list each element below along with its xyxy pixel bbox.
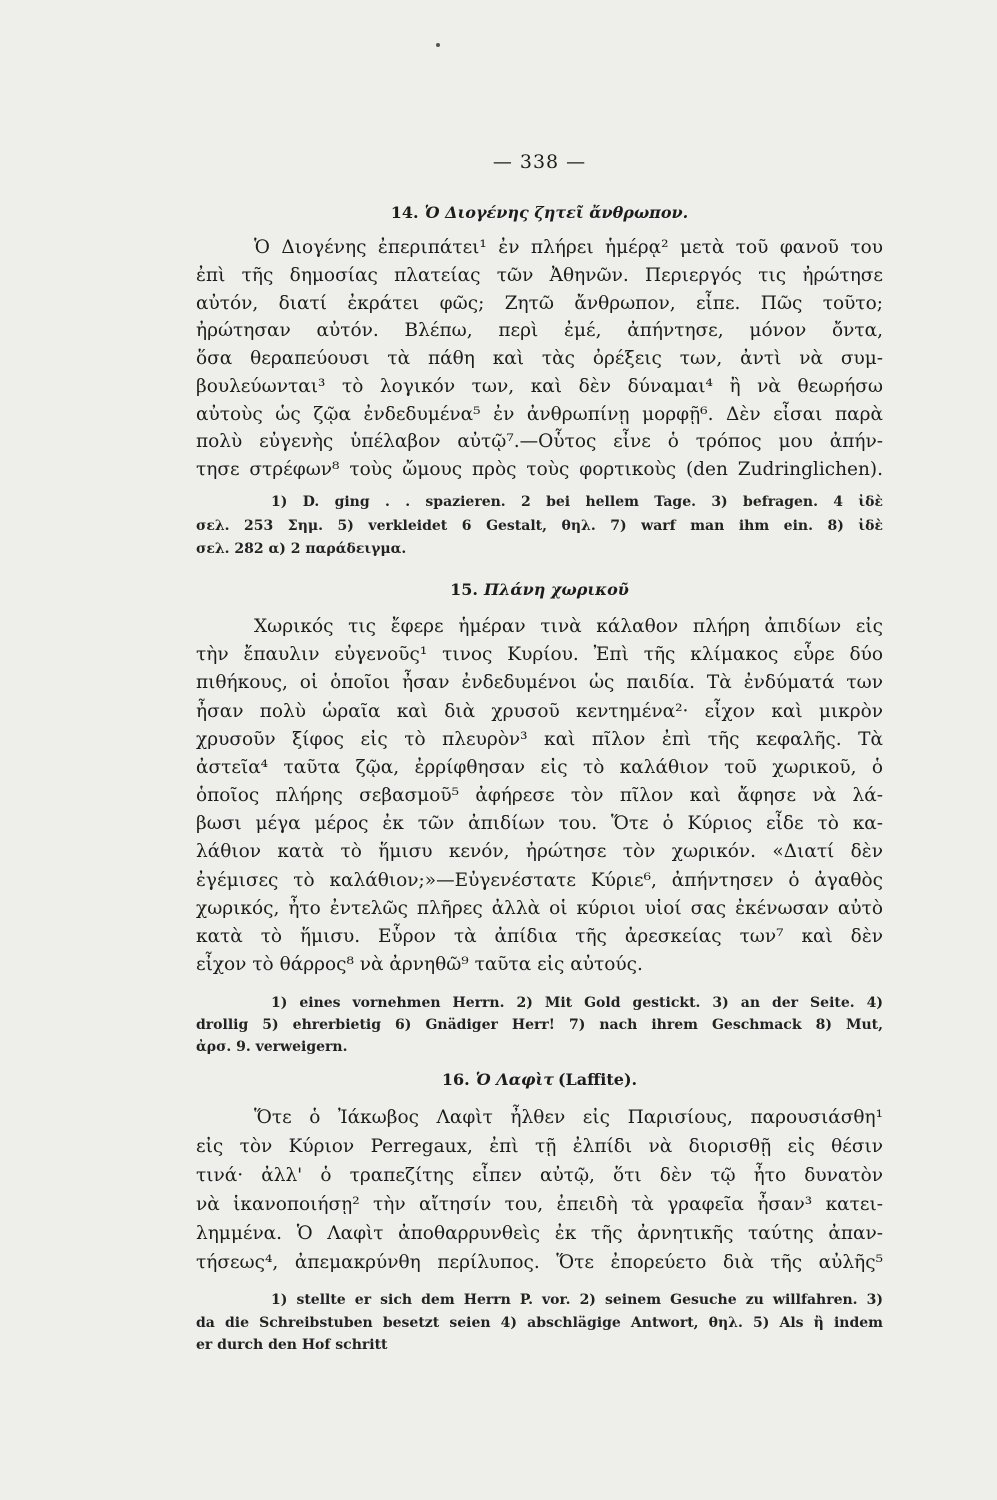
- section-body-16: [196, 1103, 883, 1277]
- footnote-line: 1) stellte er sich dem Herrn P. vor. 2) seinem Gesuche zu willfahren. 3): [271, 1292, 883, 1308]
- text-line: βωσι μέγα μέρος ἐκ τῶν ἀπιδίων του. Ὅτε ὁ Κύριος εἶδε τὸ κα-: [196, 813, 883, 835]
- text-line: πιθήκους, οἱ ὁποῖοι ἦσαν ἐνδεδυμένοι ὡς παιδία. Τὰ ἐνδύματά των: [196, 672, 883, 694]
- section-heading-16: [196, 1068, 883, 1092]
- text-line: τησε στρέφων⁸ τοὺς ὤμους πρὸς τοὺς φορτικοὺς (den Zudringlichen).: [196, 459, 883, 480]
- section-number: 15.: [450, 580, 478, 599]
- footnote-line: 1) D. ging . . spazieren. 2 bei hellem Tage. 3) befragen. 4 ἰδὲ: [271, 494, 883, 510]
- section-title: Πλάνη χωρικοῦ: [483, 580, 629, 599]
- footnote-line: er durch den Hof schritt: [196, 1337, 388, 1353]
- section-body-14: [196, 234, 883, 484]
- footnote-line: ἀρσ. 9. verweigern.: [196, 1039, 348, 1055]
- section-title: Ὁ Λαφὶτ: [475, 1070, 554, 1089]
- footnotes-14: [196, 491, 883, 562]
- ink-speck: [436, 43, 440, 47]
- section-title: Ὁ Διογένης ζητεῖ ἄνθρωπον.: [424, 203, 689, 222]
- text-line: Χωρικός τις ἔφερε ἡμέραν τινὰ κάλαθον πλήρη ἀπιδίων εἰς: [254, 616, 883, 637]
- page-number: — 338 —: [492, 151, 587, 173]
- footnotes-15: [196, 992, 883, 1058]
- text-line: πολὺ εὐγενὴς ὑπέλαβον αὐτῷ⁷.—Οὗτος εἶνε ὁ τρόπος μου ἀπήν-: [196, 431, 883, 453]
- text-line: Ὅτε ὁ Ἰάκωβος Λαφὶτ ἦλθεν εἰς Παρισίους, παρουσιάσθη¹: [254, 1107, 883, 1128]
- text-line: ὅσα θεραπεύουσι τὰ πάθη καὶ τὰς ὀρέξεις των, ἀντὶ νὰ συμ-: [196, 348, 883, 369]
- footnote-line: drollig 5) ehrerbietig 6) Gnädiger Herr! 7) nach ihrem Geschmack 8) Mut,: [196, 1017, 883, 1033]
- footnote-line: da die Schreibstuben besetzt seien 4) abschlägige Antwort, θηλ. 5) Als ἢ indem: [196, 1314, 883, 1331]
- text-line: αὐτόν, διατί ἐκράτει φῶς; Ζητῶ ἄνθρωπον, εἶπε. Πῶς τοῦτο;: [196, 292, 883, 314]
- text-line: τινά· ἀλλ' ὁ τραπεζίτης εἶπεν αὐτῷ, ὅτι δὲν τῷ ἦτο δυνατὸν: [196, 1165, 883, 1186]
- text-line: χωρικός, ἦτο ἐντελῶς πλῆρες ἀλλὰ οἱ κύριοι υἱοί σας ἐκένωσαν αὐτὸ: [196, 897, 883, 919]
- text-line: εἰς τὸν Κύριον Perregaux, ἐπὶ τῇ ἐλπίδι νὰ διορισθῇ εἰς θέσιν: [196, 1136, 883, 1157]
- text-line: αὐτοὺς ὡς ζῷα ἐνδεδυμένα⁵ ἐν ἀνθρωπίνῃ μορφῇ⁶. Δὲν εἶσαι παρὰ: [196, 403, 883, 425]
- section-number: 16.: [441, 1070, 470, 1089]
- footnotes-16: [196, 1289, 883, 1357]
- text-line: λημμένα. Ὁ Λαφὶτ ἀποθαρρυνθεὶς ἐκ τῆς ἀρνητικῆς ταύτης ἀπαν-: [196, 1223, 883, 1244]
- text-line: χρυσοῦν ξίφος εἰς τὸ πλευρὸν³ καὶ πῖλον ἐπὶ τῆς κεφαλῆς. Τὰ: [196, 728, 883, 750]
- section-body-15: [196, 613, 883, 979]
- section-heading-15: [196, 578, 883, 602]
- text-line: κατὰ τὸ ἥμισυ. Εὗρον τὰ ἀπίδια τῆς ἀρεσκείας των⁷ καὶ δὲν: [196, 925, 883, 947]
- section-number: 14.: [390, 203, 419, 222]
- footnote-line: 1) eines vornehmen Herrn. 2) Mit Gold gestickt. 3) an der Seite. 4): [271, 995, 883, 1011]
- text-line: ἠρώτησαν αὐτόν. Βλέπω, περὶ ἐμέ, ἀπήντησε, μόνον ὄντα,: [196, 320, 883, 342]
- text-line: ἐγέμισες τὸ καλάθιον;»—Εὐγενέστατε Κύριε⁶, ἀπήντησεν ὁ ἀγαθὸς: [196, 869, 883, 891]
- section-heading-14: [196, 201, 883, 225]
- text-line: ἀστεῖα⁴ ταῦτα ζῷα, ἐρρίφθησαν εἰς τὸ καλάθιον τοῦ χωρικοῦ, ὁ: [196, 756, 883, 778]
- section-title-suffix: (Laffite).: [557, 1070, 638, 1089]
- text-line: ἦσαν πολὺ ὡραῖα καὶ διὰ χρυσοῦ κεντημένα²· εἶχον καὶ μικρὸν: [196, 700, 883, 722]
- text-line: βουλεύωνται³ τὸ λογικόν των, καὶ δὲν δύναμαι⁴ ἢ νὰ θεωρήσω: [196, 375, 883, 397]
- text-line: τὴν ἔπαυλιν εὐγενοῦς¹ τινος Κυρίου. Ἐπὶ τῆς κλίμακος εὗρε δύο: [196, 644, 883, 666]
- text-line: νὰ ἱκανοποιήσῃ² τὴν αἴτησίν του, ἐπειδὴ τὰ γραφεῖα ἦσαν³ κατει-: [196, 1194, 883, 1215]
- text-line: λάθιον κατὰ τὸ ἥμισυ κενόν, ἠρώτησε τὸν χωρικόν. «Διατί δὲν: [196, 841, 883, 863]
- footnote-line: σελ. 253 Σημ. 5) verkleidet 6 Gestalt, θηλ. 7) warf man ihm ein. 8) ἰδὲ: [196, 517, 883, 534]
- text-line: ὁποῖος πλήρης σεβασμοῦ⁵ ἀφήρεσε τὸν πῖλον καὶ ἄφησε νὰ λά-: [196, 785, 883, 807]
- text-line: Ὁ Διογένης ἐπεριπάτει¹ ἐν πλήρει ἡμέρᾳ² μετὰ τοῦ φανοῦ του: [254, 237, 883, 258]
- footnote-line: σελ. 282 α) 2 παράδειγμα.: [196, 541, 407, 557]
- text-line: τήσεως⁴, ἀπεμακρύνθη περίλυπος. Ὅτε ἐπορεύετο διὰ τῆς αὐλῆς⁵: [196, 1252, 883, 1273]
- text-line: εἶχον τὸ θάρρος⁸ νὰ ἀρνηθῶ⁹ ταῦτα εἰς αὐτούς.: [196, 954, 643, 976]
- text-line: ἐπὶ τῆς δημοσίας πλατείας τῶν Ἀθηνῶν. Περιεργός τις ἠρώτησε: [196, 264, 883, 286]
